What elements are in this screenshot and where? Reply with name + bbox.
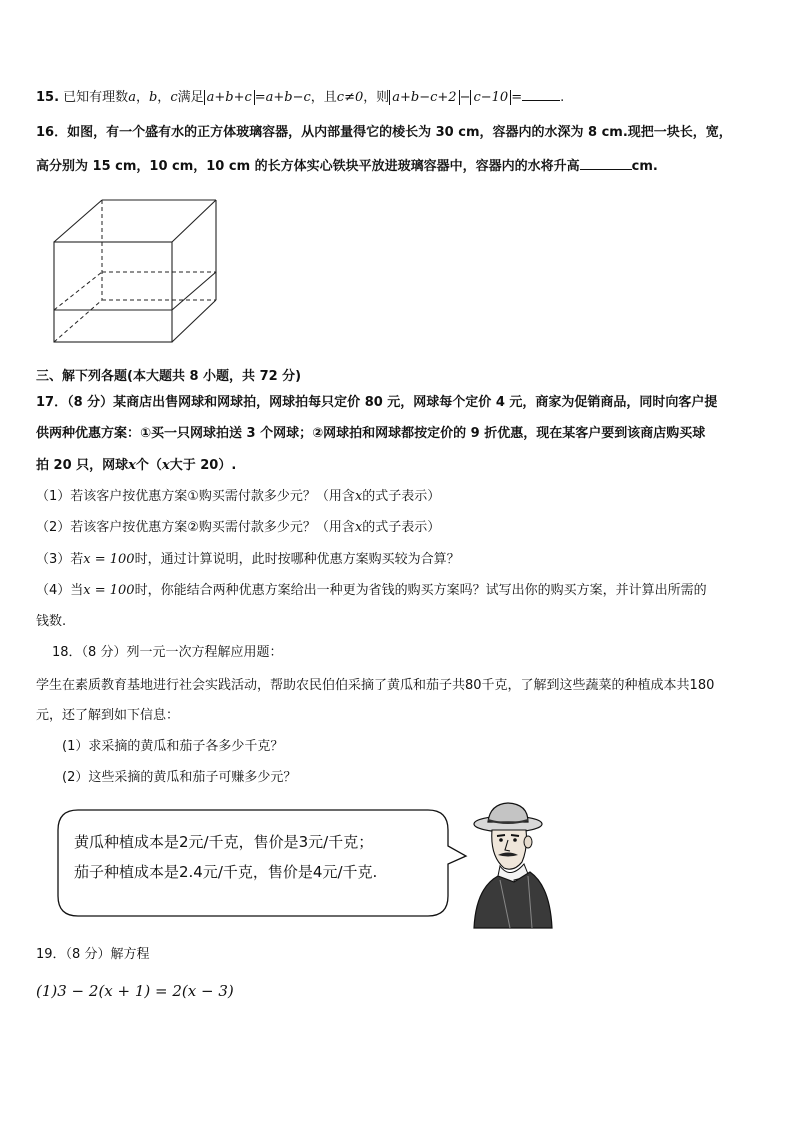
q17-sub3-eq: x = 100 bbox=[83, 552, 135, 567]
q16-line2 bbox=[36, 155, 658, 177]
q19-line1: 19．（8 分）解方程 bbox=[36, 947, 150, 962]
q19-equation: (1)3 − 2(x + 1) = 2(x − 3) bbox=[36, 982, 234, 1000]
q15-end: . bbox=[560, 90, 565, 105]
q15-minus: − bbox=[459, 90, 471, 105]
q15-eq1: =a+b−c bbox=[254, 90, 311, 105]
q18-line1: 18．（8 分）列一元一次方程解应用题： bbox=[52, 645, 283, 660]
q17-sub4-a: （4）当 bbox=[36, 583, 84, 598]
q17-sub1-x: x bbox=[354, 489, 363, 504]
q15-var-c: c bbox=[170, 90, 178, 105]
q17-sub2 bbox=[36, 518, 440, 538]
q17-sub4-eq: x = 100 bbox=[83, 583, 135, 598]
q17-sub1-a: （1）若该客户按优惠方案①购买需付款多少元？（用含 bbox=[36, 489, 355, 504]
q17-sub4-cont: 钱数. bbox=[36, 614, 67, 629]
q15-abs2: a+b−c+2 bbox=[389, 90, 459, 105]
q17-line1: 17．（8 分）某商店出售网球和网球拍，网球拍每只定价 80 元，网球每个定价 4 元，商家为促销商品，同时向客户提 bbox=[36, 395, 718, 410]
q17-sub3 bbox=[36, 550, 460, 570]
q17-sub3-b: 时，通过计算说明，此时按哪种优惠方案购买较为合算？ bbox=[134, 552, 460, 567]
q15-line bbox=[36, 86, 564, 108]
q17-sub4 bbox=[36, 581, 707, 601]
q16-line1: 16．如图，有一个盛有水的正方体玻璃容器，从内部量得它的棱长为 30 cm，容器内的水深为 8 cm.现把一块长，宽， bbox=[36, 125, 732, 140]
q15-number: 15. bbox=[36, 90, 60, 105]
q18-line2: 学生在素质教育基地进行社会实践活动，帮助农民伯伯采摘了黄瓜和茄子共80千克，了解到这些蔬菜的种植成本共180 bbox=[36, 678, 715, 693]
q16-line2-text: 高分别为 15 cm，10 cm，10 cm 的长方体实心铁块平放进玻璃容器中，容器内的水将升高 bbox=[36, 159, 580, 174]
bubble-line1: 黄瓜种植成本是2元/千克，售价是3元/千克； bbox=[74, 833, 374, 851]
q17-sub2-a: （2）若该客户按优惠方案②购买需付款多少元？（用含 bbox=[36, 520, 355, 535]
q15-abs1: a+b+c bbox=[204, 90, 255, 105]
q15-var-b: b bbox=[148, 90, 158, 105]
q17-sub1-b: 的式子表示） bbox=[362, 489, 441, 504]
q15-eq2: = bbox=[511, 90, 523, 105]
q15-comma2: ， bbox=[157, 90, 171, 105]
q17-line3-c: 大于 20）. bbox=[169, 458, 237, 473]
q18-line3: 元，还了解到如下信息： bbox=[36, 708, 180, 723]
q16-answer-blank bbox=[580, 155, 632, 170]
q17-sub3-a: （3）若 bbox=[36, 552, 84, 567]
q17-sub2-x: x bbox=[354, 520, 363, 535]
q15-text-c: ，且 bbox=[310, 90, 337, 105]
q17-line3-b: 个（ bbox=[135, 458, 162, 473]
cube-figure bbox=[50, 198, 222, 346]
q15-comma1: ， bbox=[135, 90, 149, 105]
q17-var-x2: x bbox=[161, 458, 170, 473]
q15-text-d: ，则 bbox=[363, 90, 390, 105]
q15-condition: c≠0 bbox=[336, 90, 364, 105]
q17-line3-a: 拍 20 只，网球 bbox=[36, 458, 129, 473]
q17-sub1 bbox=[36, 487, 440, 507]
q15-text-a: 已知有理数 bbox=[63, 90, 129, 105]
q18-sub1: (1）求采摘的黄瓜和茄子各多少千克？ bbox=[62, 739, 284, 754]
q17-line3 bbox=[36, 456, 236, 476]
q18-sub2: (2）这些采摘的黄瓜和茄子可赚多少元？ bbox=[62, 770, 297, 785]
q15-abs3: c−10 bbox=[470, 90, 511, 105]
q17-sub2-b: 的式子表示） bbox=[362, 520, 441, 535]
q17-line2: 供两种优惠方案：①买一只网球拍送 3 个网球；②网球拍和网球都按定价的 9 折优惠，现在某客户要到该商店购买球 bbox=[36, 426, 706, 441]
q17-sub4-b: 时，你能结合两种优惠方案给出一种更为省钱的购买方案吗？试写出你的购买方案，并计算出所需的 bbox=[134, 583, 707, 598]
q16-unit: cm. bbox=[631, 159, 658, 174]
q15-var-a: a bbox=[128, 90, 136, 105]
q15-answer-blank bbox=[522, 86, 560, 101]
farmer-illustration bbox=[470, 800, 554, 930]
q15-text-b: 满足 bbox=[177, 90, 204, 105]
section-3-heading: 三、解下列各题(本大题共 8 小题，共 72 分) bbox=[36, 369, 302, 384]
bubble-line2: 茄子种植成本是2.4元/千克，售价是4元/千克. bbox=[74, 863, 378, 881]
q17-var-x: x bbox=[128, 458, 136, 473]
